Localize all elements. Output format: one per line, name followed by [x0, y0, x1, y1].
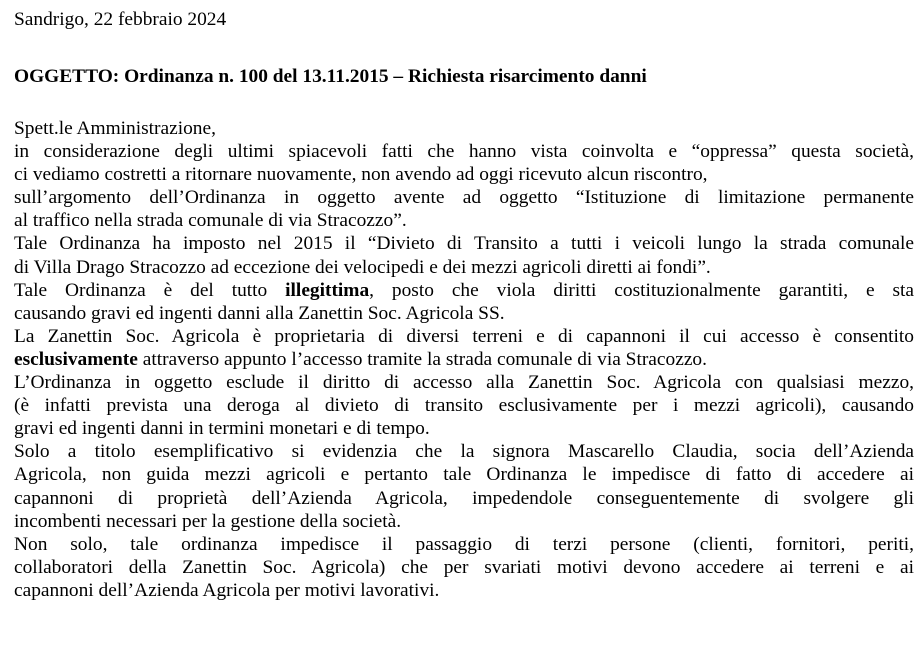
- emphasis-illegittima: illegittima: [285, 279, 370, 301]
- body-line: Spett.le Amministrazione,: [14, 118, 216, 139]
- body-line: capannoni dell’Azienda Agricola per motivi lavorativi.: [14, 579, 440, 601]
- body-line: di Villa Drago Stracozzo ad eccezione dei velocipedi e dei mezzi agricoli diretti ai fondi”.: [14, 256, 711, 278]
- body-line: capannoni di proprietà dell’Azienda Agricola, impedendole conseguentemente di svolgere gli: [14, 487, 914, 509]
- letter-date: Sandrigo, 22 febbraio 2024: [14, 9, 227, 30]
- body-line: L’Ordinanza in oggetto esclude il diritto di accesso alla Zanettin Soc. Agricola con qualsiasi mezzo,: [14, 372, 914, 394]
- body-line: sull’argomento dell’Ordinanza in oggetto avente ad oggetto “Istituzione di limitazione permanente: [14, 187, 914, 209]
- body-line: Agricola, non guida mezzi agricoli e pertanto tale Ordinanza le impedisce di fatto di accedere ai: [14, 464, 914, 486]
- body-line: ci vediamo costretti a ritornare nuovamente, non avendo ad oggi ricevuto alcun riscontro,: [14, 164, 708, 186]
- body-text: , posto che viola diritti costituzionalmente garantiti, e sta: [369, 279, 915, 301]
- body-line: [14, 279, 914, 302]
- body-line: [14, 348, 914, 371]
- body-line: causando gravi ed ingenti danni alla Zanettin Soc. Agricola SS.: [14, 302, 505, 324]
- body-line: (è infatti prevista una deroga al divieto di transito esclusivamente per i mezzi agricoli), causando: [14, 395, 914, 417]
- body-text: Tale Ordinanza è del tutto: [14, 279, 286, 301]
- body-line: gravi ed ingenti danni in termini monetari e di tempo.: [14, 418, 430, 440]
- body-line: incombenti necessari per la gestione della società.: [14, 510, 402, 532]
- body-text: attraverso appunto l’accesso tramite la strada comunale di via Stracozzo.: [137, 348, 707, 370]
- body-line: Non solo, tale ordinanza impedisce il passaggio di terzi persone (clienti, fornitori, periti,: [14, 533, 914, 555]
- body-line: Solo a titolo esemplificativo si evidenzia che la signora Mascarello Claudia, socia dell’Azienda: [14, 441, 914, 463]
- body-line: in considerazione degli ultimi spiacevoli fatti che hanno vista coinvolta e “oppressa” questa società,: [14, 141, 914, 163]
- letter-subject: OGGETTO: Ordinanza n. 100 del 13.11.2015 – Richiesta risarcimento danni: [14, 66, 647, 87]
- body-line: collaboratori della Zanettin Soc. Agricola) che per svariati motivi devono accedere ai terreni e ai: [14, 556, 914, 578]
- emphasis-esclusivamente: esclusivamente: [14, 348, 138, 370]
- body-line: Tale Ordinanza ha imposto nel 2015 il “Divieto di Transito a tutti i veicoli lungo la strada comunale: [14, 233, 914, 255]
- body-line: al traffico nella strada comunale di via Stracozzo”.: [14, 210, 407, 232]
- letter-body: [14, 117, 914, 602]
- body-line: La Zanettin Soc. Agricola è proprietaria di diversi terreni e di capannoni il cui accesso è consentito: [14, 325, 914, 347]
